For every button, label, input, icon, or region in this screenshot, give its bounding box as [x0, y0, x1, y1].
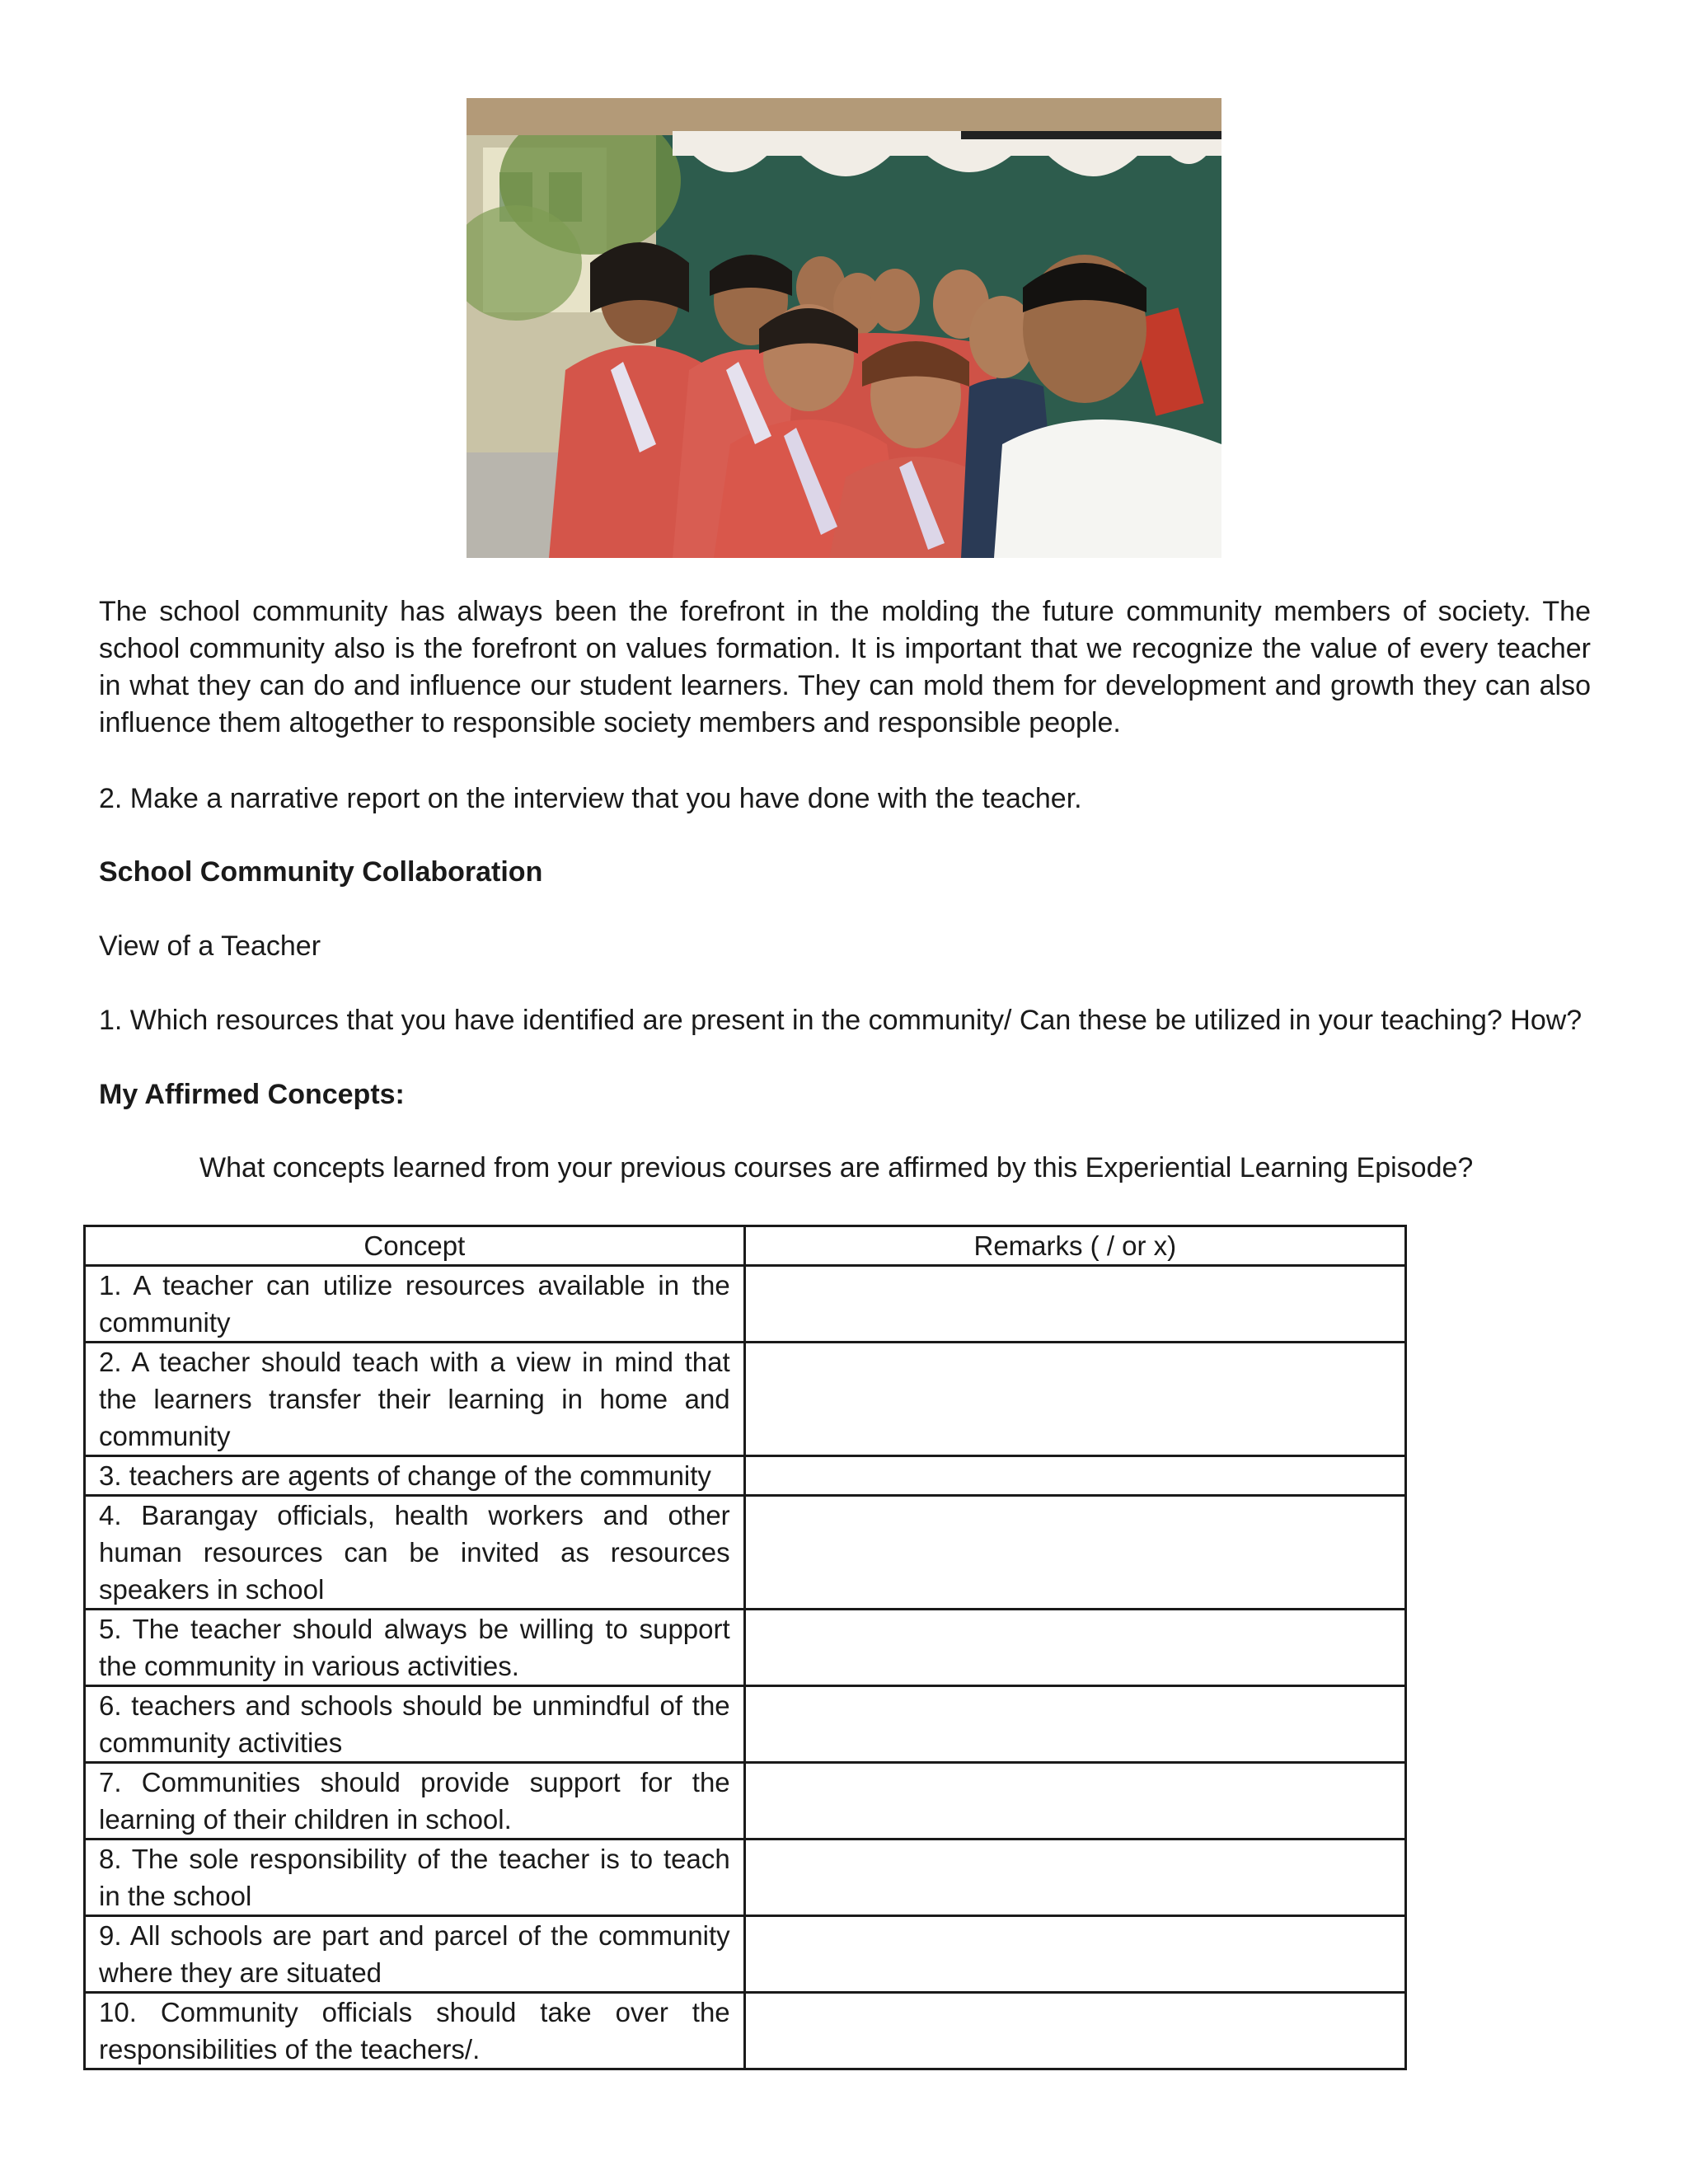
remark-cell[interactable] [744, 1686, 1405, 1763]
concept-cell: 4. Barangay officials, health workers and other human resources can be invited as resources speakers in school [85, 1496, 745, 1610]
concept-cell: 1. A teacher can utilize resources available in the community [85, 1266, 745, 1343]
concept-cell: 7. Communities should provide support for the learning of their children in school. [85, 1763, 745, 1840]
intro-paragraph: The school community has always been the forefront in the molding the future community members of society. The school community also is the forefront on values formation. It is important that we recognize the value of every teacher in what they can do and influence our student learners. They can mold them for development and growth they can also influence them altogether to responsible society members and responsible people. [99, 596, 1591, 738]
group-photo-illustration [467, 98, 1221, 558]
remark-cell[interactable] [744, 1840, 1405, 1916]
table-row [85, 1840, 1406, 1916]
concepts-table [83, 1225, 1407, 2070]
table-row [85, 1916, 1406, 1993]
concept-cell: 6. teachers and schools should be unmindful of the community activities [85, 1686, 745, 1763]
table-header-row [85, 1226, 1406, 1266]
remark-cell[interactable] [744, 1266, 1405, 1343]
concept-cell: 5. The teacher should always be willing to support the community in various activities. [85, 1610, 745, 1686]
table-row [85, 1610, 1406, 1686]
concept-cell: 9. All schools are part and parcel of the community where they are situated [85, 1916, 745, 1993]
table-row [85, 1343, 1406, 1456]
table-row [85, 1496, 1406, 1610]
table-row [85, 1456, 1406, 1496]
table-row [85, 1686, 1406, 1763]
remark-cell[interactable] [744, 1993, 1405, 2069]
remark-cell[interactable] [744, 1496, 1405, 1610]
instruction-narrative-report: 2. Make a narrative report on the interview that you have done with the teacher. [99, 783, 1082, 814]
remark-cell[interactable] [744, 1456, 1405, 1496]
concept-cell: 2. A teacher should teach with a view in mind that the learners transfer their learning in home and community [85, 1343, 745, 1456]
affirmed-concepts-question: What concepts learned from your previous courses are affirmed by this Experiential Learning Episode? [199, 1152, 1474, 1183]
question-resources: 1. Which resources that you have identified are present in the community/ Can these be utilized in your teaching? How? [99, 1005, 1582, 1036]
remark-cell[interactable] [744, 1763, 1405, 1840]
concept-cell: 10. Community officials should take over the responsibilities of the teachers/. [85, 1993, 745, 2069]
table-row [85, 1763, 1406, 1840]
view-of-teacher-label: View of a Teacher [99, 930, 321, 962]
table-row [85, 1266, 1406, 1343]
concept-cell: 3. teachers are agents of change of the community [85, 1456, 745, 1496]
heading-affirmed-concepts: My Affirmed Concepts: [99, 1079, 405, 1110]
group-photo [467, 98, 1221, 558]
remark-cell[interactable] [744, 1916, 1405, 1993]
remark-cell[interactable] [744, 1343, 1405, 1456]
heading-school-community-collaboration: School Community Collaboration [99, 856, 543, 888]
header-remarks: Remarks ( / or x) [744, 1226, 1405, 1266]
header-concept: Concept [85, 1226, 745, 1266]
table-row [85, 1993, 1406, 2069]
concept-cell: 8. The sole responsibility of the teacher is to teach in the school [85, 1840, 745, 1916]
remark-cell[interactable] [744, 1610, 1405, 1686]
